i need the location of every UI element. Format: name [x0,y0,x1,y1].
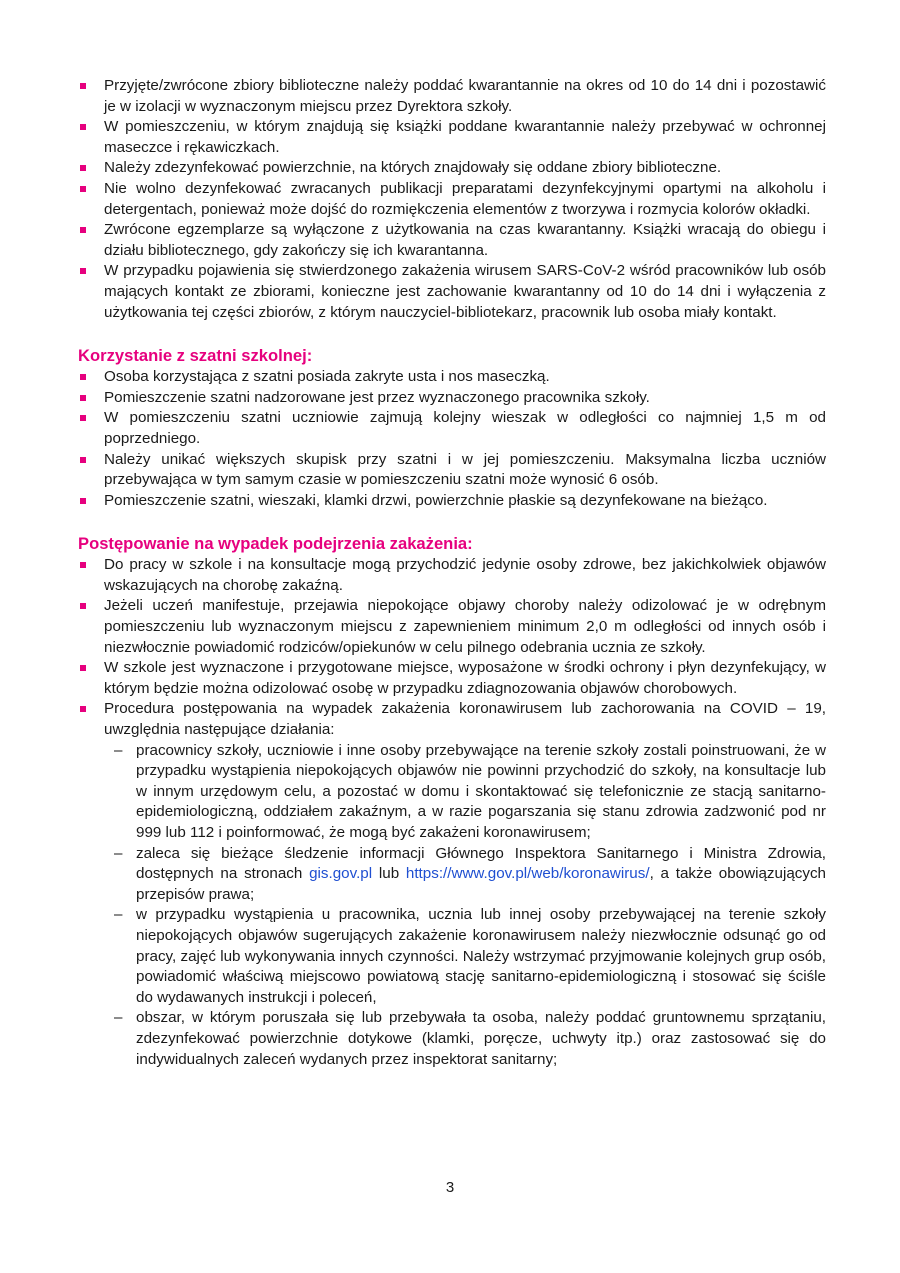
gis-link[interactable]: gis.gov.pl [309,865,373,883]
page-number: 3 [445,1179,455,1196]
procedure-intro: Procedura postępowania na wypadek zakażenia koronawirusem lub zachorowania na COVID – 19, uwzględnia następujące działania: [104,700,826,739]
list-item: Należy zdezynfekować powierzchnie, na których znajdowały się oddane zbiory biblioteczne. [78,158,826,179]
sub-item-text: zaleca się bieżące śledzenie informacji Głównego Inspektora Sanitarnego i Ministra Zdrowia, dostępnych na stronach [136,844,826,883]
sub-list-item [114,844,826,906]
sub-list-item: – pracownicy szkoły, uczniowie i inne osoby przebywające na terenie szkoły zostali poinstruowani, że w przypadku wystąpienia niepokojących objawów nie powinni przychodzić do szkoły, na konsultacje lub w innym urzędowym celu, a pozostać w domu i skontaktować się telefonicznie ze stacją sanitarno-epidemiologiczną, oddziałem zakaźnym, a w razie pogarszania się stanu zdrowia zadzwonić pod nr 999 lub 112 i poinformować, że mogą być zakażeni koronawirusem; [114,741,826,844]
list-item: Należy unikać większych skupisk przy szatni i w jej pomieszczeniu. Maksymalna liczba uczniów przebywająca w tym samym czasie w pomieszczeniu szatni może wynosić 6 osób. [78,450,826,491]
list-item: Przyjęte/zwrócone zbiory biblioteczne należy poddać kwarantannie na okres od 10 do 14 dni i pozostawić je w izolacji w wyznaczonym miejscu przez Dyrektora szkoły. [78,76,826,117]
list-item: Pomieszczenie szatni nadzorowane jest przez wyznaczonego pracownika szkoły. [78,388,826,409]
list-item: Zwrócone egzemplarze są wyłączone z użytkowania na czas kwarantanny. Książki wracają do obiegu i działu bibliotecznego, gdy zakończy się ich kwarantanna. [78,220,826,261]
sub-item-text: , a także obowiązujących przepisów prawa; [136,865,826,903]
cloakroom-list [78,367,826,511]
procedure-steps-list [104,741,826,1071]
list-item: Osoba korzystająca z szatni posiada zakryte usta i nos maseczką. [78,367,826,388]
section-heading-infection-procedure: Postępowanie na wypadek podejrzenia zakażenia: [78,534,473,554]
sub-item-text: lub [372,865,406,883]
section-heading-cloakroom: Korzystanie z szatni szkolnej: [78,346,313,366]
sub-list-item: – obszar, w którym poruszała się lub przebywała ta osoba, należy poddać gruntownemu sprzątaniu, zdezynfekować powierzchnie dotykowe (klamki, poręcze, uchwyty itp.) oraz zastosować się do indywidualnych zaleceń wydanych przez inspektorat sanitarny; [114,1008,826,1070]
list-item-procedure [78,699,826,1070]
list-item: Jeżeli uczeń manifestuje, przejawia niepokojące objawy choroby należy odizolować je w odrębnym pomieszczeniu lub wyznaczonym miejscu z zapewnieniem minimum 2,0 m odległości od innych osób i niezwłocznie powiadomić rodziców/opiekunów w celu pilnego odebrania ucznia ze szkoły. [78,596,826,658]
list-item: W szkole jest wyznaczone i przygotowane miejsce, wyposażone w środki ochrony i płyn dezynfekujący, w którym będzie można odizolować osobę w przypadku zdiagnozowania objawów chorobowych. [78,658,826,699]
list-item: Pomieszczenie szatni, wieszaki, klamki drzwi, powierzchnie płaskie są dezynfekowane na bieżąco. [78,491,826,512]
infection-procedure-list [78,555,826,1070]
gov-koronawirus-link[interactable]: https://www.gov.pl/web/koronawirus/ [405,865,650,883]
list-item: W pomieszczeniu szatni uczniowie zajmują kolejny wieszak w odległości co najmniej 1,5 m od poprzedniego. [78,408,826,449]
list-item: W przypadku pojawienia się stwierdzonego zakażenia wirusem SARS-CoV-2 wśród pracowników lub osób mających kontakt ze zbiorami, konieczne jest zachowanie kwarantanny od 10 do 14 dni i wyłączenia z użytkowania tej części zbiorów, z którym nauczyciel-bibliotekarz, pracownik lub osoba miały kontakt. [78,261,826,323]
list-item: W pomieszczeniu, w którym znajdują się książki poddane kwarantannie należy przebywać w ochronnej maseczce i rękawiczkach. [78,117,826,158]
library-quarantine-list [78,76,826,323]
sub-list-item: – w przypadku wystąpienia u pracownika, ucznia lub innej osoby przebywającej na terenie szkoły niepokojących objawów sugerujących zakażenie koronawirusem należy niezwłocznie odsunąć go od pracy, zajęć lub wykonywania innych czynności. Należy wstrzymać przyjmowanie kolejnych grup osób, powiadomić właściwą miejscowo powiatową stację sanitarno-epidemiologiczną i stosować się ściśle do wydawanych instrukcji i poleceń, [114,905,826,1008]
list-item: Do pracy w szkole i na konsultacje mogą przychodzić jedynie osoby zdrowe, bez jakichkolwiek objawów wskazujących na chorobę zakaźną. [78,555,826,596]
list-item: Nie wolno dezynfekować zwracanych publikacji preparatami dezynfekcyjnymi opartymi na alkoholu i detergentach, ponieważ może dojść do rozmiękczenia elementów z tworzywa i rozmycia kolorów okładki. [78,179,826,220]
